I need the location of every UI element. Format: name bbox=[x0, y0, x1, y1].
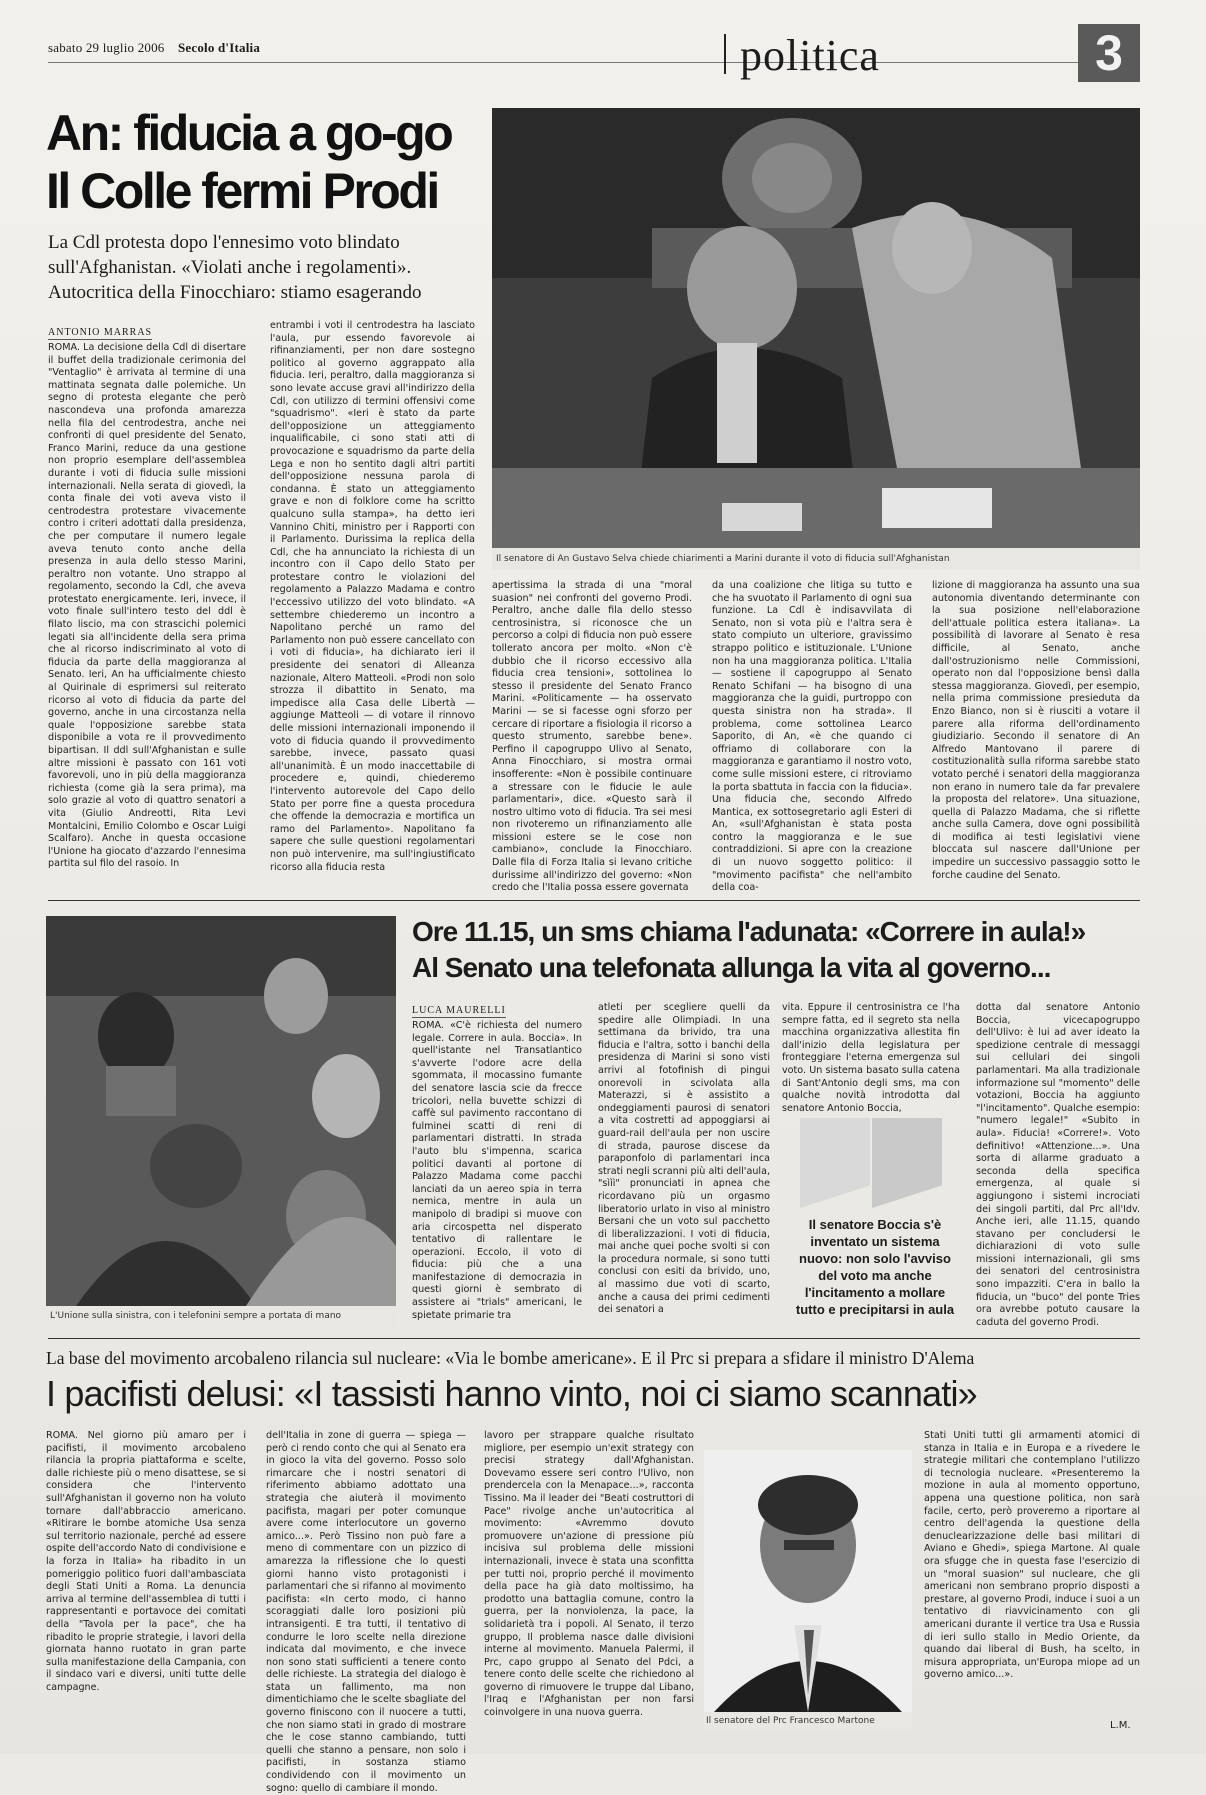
third-column-1: ROMA. Nel giorno più amaro per i pacifisti, il movimento arcobaleno rilancia la propria piattaforma e scelte, dalle richieste più o meno disattese, se si considera che l'intervento sull'Afghanistan il governo non ha voluto tornare dall'abbraccio americano. «Ritirare le bombe atomiche Usa senza sul territorio nazionale, perché ad essere ospite dell'accordo Nato di condivisione e la forza in Italia» ha ribadito in un pomeriggio politico fuori dall'ambasciata degli Stati Uniti a Roma. La denuncia arriva al termine dell'assemblea di tutti i rappresentanti e portavoce dei comitati della "Tavola per la pace", che ha ribadito le proprie strategie, i lavori della giornata hanno ruotato in gran parte sulla manifestazione della Campania, con il sindaco vari e diversi, uniti tutte delle campagne. bbox=[46, 1430, 246, 1693]
second-column-2: atleti per scegliere quelli da spedire alle Olimpiadi. In una settimana da brivido, tra una fiducia e l'altra, sotto i banchi della presidenza di Marini si sono visti arrivi al fotofinish di pingui onorevoli in scivolata alla Materazzi, si è assistito a ondeggiamenti paurosi di senatori a vita costretti ad appoggiarsi ai guard-rail dell'aula per non uscire di strada, paurose discese da paraponfolo di parlamentari inca strati negli scranni più alti dell'aula, "sììì" pronunciati in apnea che ricordavano più un orgasmo liberatorio urlato in viso al ministro Bersani che un voto sul pacchetto di liberalizzazioni. I voti di fiducia, mai anche quei poche svolti si con la procedura normale, si sono tutti conclusi con esiti da brivido, uno, al massimo due voti di scarto, anche a causa dei primi cedimenti dei senatori a bbox=[598, 1002, 770, 1316]
lead-headline-line1: An: fiducia a go-go bbox=[46, 105, 452, 161]
lead-column-2: entrambi i voti il centrodestra ha lasciato l'aula, pur essendo favorevole ai rifinanziamenti, per non dare sostegno politico al governo aggrappato alla fiducia. Ieri, peraltro, dalla maggioranza si sono levate accuse gravi all'indirizzo della Cdl, con utilizzo di termini offensivi come "squadrismo". «Ieri è stato da parte dell'opposizione un atteggiamento inqualificabile, ci sono stati atti di provocazione e squadrismo da parte della Lega e non ho sentito dagli altri partiti dell'opposizione nessuna parola di condanna. È stato un atteggiamento grave e non di folklore come ha scritto qualcuno sulla stampa», ha detto ieri Vannino Chiti, ministro per i Rapporti con il Parlamento. Durissima la replica della Cdl, che ha annunciato la richiesta di un incontro con il Capo dello Stato per protestare contro le violazioni del regolamento a Palazzo Madama e contro l'eccessivo utilizzo del voto blindato. «A settembre chiederemo un incontro a Napolitano perché un ramo del Parlamento non può essere cancellato con i voti di fiducia», ha dichiarato ieri il presidente dei senatori di Alleanza nazionale, Altero Matteoli. «Prodi non solo strozza il dibattito in Senato, ma impedisce alla Casa delle Libertà — aggiunge Matteoli — di votare il rinnovo delle missioni internazionali imponendo il voto di fiducia quando il provvedimento sarebbe, invece, passato quasi all'unanimità. È un modo inaccettabile di procedere e, quindi, chiederemo l'intervento autorevole del Capo dello Stato per porre fine a questa procedura che offende la democrazia e mortifica un ramo del Parlamento». Napolitano fa sapere che sulle questioni regolamentari non può intervenire, ma sull'ingiustificato ricorso alla fiducia resta bbox=[270, 320, 475, 873]
third-column-2: dell'Italia in zone di guerra — spiega — però ci rendo conto che qui al Senato era in gioco la vita del governo. Posso solo rimarcare che i nostri senatori di riferimento abbiamo adottato una strategia che aiuterà il movimento pacifista, magari per poter comunque avere come interlocutore un governo amico...». Però Tissino non può fare a meno di commentare con un pizzico di amarezza la riflessione che lo questi giorni hanno visto protagonisti i parlamentari che si rifanno al movimento pacifista: «In certo modo, ci hanno scoraggiati dalle loro posizioni più intransigenti. E tra tutti, il tentativo di condurre le loro scelte nella direzione indicata dal movimento, e che invece non sono stati sufficienti a tenere conto delle richieste. La strategia del dialogo è stata un fallimento, ma non dimentichiamo che le scelte sbagliate del governo finiscono con il nuocere a tutti, che non siamo stati in grado di mostrare che le cose stanno cambiando, tutti quelli che stanno a pensare, non solo i pacifisti, in sostanza stiamo condividendo con il movimento un sogno: quello di cambiare il mondo. bbox=[266, 1430, 466, 1794]
lead-subheadline-line1: La Cdl protesta dopo l'ennesimo voto blindato bbox=[48, 232, 400, 253]
lead-column-3: apertissima la strada di una "moral suasion" nei confronti del governo Prodi. Peraltro, anche dalle fila dello stesso centrosinistra, si riconosce che un percorso a colpi di fiducia non può essere tollerato ancora per molto. «Non c'è dubbio che il ricorso eccessivo alla fiducia crea tensioni», sottolinea lo stesso il presidente del Senato Franco Marini. «Politicamente — ha osservato Marini — se si facesse ogni sforzo per cercare di riportare a fisiologia il ricorso a questo strumento, sarebbe bene». Perfino il capogruppo Ulivo al Senato, Anna Finocchiaro, si mostra ormai insofferente: «Non è possibile continuare a stressare con le fiducie le aule parlamentari», dice. «Questo sarà il nostro ultimo voto di fiducia. Tra sei mesi non rivoteremo un rifinanziamento alle missioni estere se le cose non cambiano», conclude la Finocchiaro. Dalle fila di Forza Italia si levano critiche durissime all'indirizzo del governo: «Non credo che l'Italia possa essere governata bbox=[492, 580, 692, 894]
third-headline: I pacifisti delusi: «I tassisti hanno vinto, noi ci siamo scannati» bbox=[46, 1373, 977, 1414]
pull-quote: Il senatore Boccia s'è inventato un sistema nuovo: non solo l'avviso del voto ma anche l'incitamento a mollare tutto e precipitarsi in aula bbox=[795, 1217, 955, 1317]
article-end-mark: L.M. bbox=[1110, 1720, 1131, 1731]
second-column-4: dotta dal senatore Antonio Boccia, vicecapogruppo dell'Ulivo: è lui ad aver ideato la spedizione centrale di messaggi sui cellulari dei singoli parlamentari. Ma alla tradizionale informazione sul "momento" delle votazioni, Boccia ha aggiunto "l'incitamento". Qualche esempio: "numero legale!" «Subito in aula». Fiducia! «Correre!». Voto definitivo! «Attenzione...». Una sorta di allarme graduato a seconda della specifica emergenza, al quale si aggiungono i sistemi incrociati dei singoli partiti, dal Prc all'Idv. Anche ieri, alle 11.15, quando stavano per concludersi le dichiarazioni di voto sulle missioni internazionali, gli sms dei senatori del centrosinistra sono impazziti. C'era in ballo la fiducia, un "buco" del ponte Tries ora avrebbe potuto causare la caduta del governo Prodi. bbox=[976, 1002, 1141, 1328]
second-photo-caption: L'Unione sulla sinistra, con i telefonini sempre a portata di mano bbox=[46, 1306, 396, 1328]
lead-subheadline-line3: Autocritica della Finocchiaro: stiamo esagerando bbox=[48, 282, 422, 303]
second-column-1: ROMA. «C'è richiesta del numero legale. Correre in aula. Boccia». In quell'istante nel Transatlantico s'avverte l'odore acre della sgommata, il mocassino fumante del senatore lascia scie da frecce tricolori, nella buvette schizzi di caffè sul pavimento raccontano di fulminei scatti di reni di parlamentari distratti. In strada l'auto blu s'impenna, scarica politici davanti al portone di Palazzo Madama come pacchi lanciati da un aereo spia in terra nemica, mentre in aula un manipolo di bradipi si muove con aria circospetta nel disperato tentativo di rallentare le operazioni. Eccolo, il voto di fiducia: più che a una manifestazione di democrazia in questi giorni è sembrato di assistere ai "trials" americani, le spietate primarie tra bbox=[412, 1020, 582, 1321]
second-headline-line1: Ore 11.15, un sms chiama l'adunata: «Correre in aula!» bbox=[412, 916, 1086, 947]
lead-subheadline-line2: sull'Afghanistan. «Violati anche i regolamenti». bbox=[48, 257, 412, 278]
third-photo-caption: Il senatore del Prc Francesco Martone bbox=[706, 1716, 875, 1726]
third-column-3: lavoro per strappare qualche risultato migliore, per esempio un'exit strategy con precisi strategy dall'Afghanistan. Dovevamo essere seri contro l'Ulivo, non prendercela con la Menapace...», racconta Tissino. Ma il leader dei "Beati costruttori di Pace" rivolge anche un'autocritica al movimento: «Avremmo dovuto promuovere un'azione di pressione più incisiva sul problema delle missioni internazionali, invece è stata una sconfitta per tutti noi, proprio perché il movimento della pace ha già dato moltissimo, ha prodotto una battaglia comune, contro la guerra, per la nonviolenza, la pace, la solidarietà tra i popoli. Al Senato, il terzo gruppo, Il problema nasce dalle divisioni interne al movimento. Manuela Palermi, il Prc, capo gruppo al Senato del Pdci, a tenere conto delle scelte che richiedono al governo di rimuovere le truppe dal Libano, l'Iraq e l'Afghanistan per non farsi coinvolgere in una nuova guerra. bbox=[484, 1430, 694, 1719]
lead-column-5: lizione di maggioranza ha assunto una sua autonomia diventando determinante con la sua posizione nell'elaborazione dell'attuale politica estera italiana». La possibilità di lavorare al Senato è resa difficile, al Senato, anche dall'ostruzionismo nelle Commissioni, operato non dal l'opposizione bensì dalla stessa maggioranza. Giovedì, per esempio, nella prima commissione presieduta da Enzo Bianco, non si è riusciti a votare il parere alla riforma dell'ordinamento giudiziario. Secondo il senatore di An Alfredo Mantovano il parere di costituzionalità sulla riforma sarebbe stato votato perché i senatori della maggioranza non erano in numero tale da far prevalere la proposta del relatore». Una situazione, quella di Palazzo Madama, che si riflette anche sulla Camera, dove ogni possibilità di modifica ai testi legislativi viene bloccata sul nascere dall'Unione per impedire un successivo passaggio sotto le forche caudine del Senato. bbox=[932, 580, 1140, 881]
section-separator-1 bbox=[48, 900, 1140, 901]
quote-mark-right-icon bbox=[872, 1118, 942, 1208]
lead-headline-line2: Il Colle fermi Prodi bbox=[46, 163, 438, 219]
second-photo bbox=[46, 916, 396, 1328]
page-number: 3 bbox=[1078, 24, 1140, 82]
lead-photo-caption: Il senatore di An Gustavo Selva chiede chiarimenti a Marini durante il voto di fiducia sull'Afghanistan bbox=[492, 548, 1140, 570]
senate-photo-illustration bbox=[492, 108, 1140, 548]
portrait-photo-illustration bbox=[704, 1450, 912, 1712]
section-title: politica bbox=[740, 31, 880, 80]
lead-column-1: ROMA. La decisione della Cdl di disertare il buffet della tradizionale cerimonia del "Ventaglio" è arrivata al termine di una mattinata segnata dalle polemiche. Un segno di protesta elegante che però nascondeva una profonda amarezza nella fila del centrodestra, anche nei confronti di quel presidente del Senato, Franco Marini, reduce da una gestione non proprio esemplare dell'assemblea durante i voti di fiducia sulle missioni internazionali. Nella serata di giovedì, la conta finale dei voti aveva visto il centrodestra protestare vivacemente contro i criteri adottati dalla presidenza, che per computare il numero legale aveva tenuto conto anche della presenza in aula dello stesso Marini, peraltro non votante. Uno strappo al regolamento, secondo la Cdl, che aveva protestato energicamente. Ieri, invece, il voto finale sull'intero testo del ddl è filato liscio, ma con strascichi polemici legati sia all'incidente della sera prima che al ricorso indiscriminato al voto di fiducia da parte della maggioranza al Senato. Ieri, An ha ufficialmente chiesto al Quirinale di esprimersi sul reiterato ricorso al voto di fiducia da parte del governo, anche in una circostanza nella quale l'opposizione sarebbe stata disponibile a vota re il provvedimento bipartisan. Il ddl sull'Afghanistan e sulle altre missioni è passato con 161 voti favorevoli, uno in più della maggioranza richiesta (come già la sera prima), ma solo grazie al voto di quattro senatori a vita (Giulio Andreotti, Rita Levi Montalcini, Emilio Colombo e Oscar Luigi Scalfaro). Anche in questa occasione l'Unione ha giocato d'azzardo l'ennesima partita sul filo del rasoio. In bbox=[48, 342, 246, 870]
third-kicker: La base del movimento arcobaleno rilancia sul nucleare: «Via le bombe americane». E il Prc si prepara a sfidare il ministro D'Alema bbox=[46, 1348, 975, 1368]
newspaper-name: Secolo d'Italia bbox=[177, 40, 261, 55]
senators-photo-illustration bbox=[46, 916, 396, 1306]
quote-mark-left-icon bbox=[800, 1118, 870, 1208]
third-column-4: Stati Uniti tutti gli armamenti atomici di stanza in Italia e in Europa e a rivedere le strategie militari che contemplano l'utilizzo di tecnologia nucleare. «Presenteremo la mozione in aula al momento opportuno, appena una questione politica, non sarà facile, certo, però proveremo a riportare al centro dell'agenda la questione della denuclearizzazione delle basi militari di Aviano e Ghedi», spiega Martone. Al quale ora sfugge che in questa fase l'esercizio di un "moral suasion" sul nucleare, che gli americani non sembrano proprio disposti a prestare, al governo Prodi, induce i suoi a un tentativo di riavvicinamento con gli americani durante il vertice tra Usa e Russia di ieri sullo stallo in Medio Oriente, da quando dai liberal di Bush, ha scelto, in misura appropriata, un'Europa miope ad un governo amico...». bbox=[924, 1430, 1140, 1681]
lead-photo bbox=[492, 108, 1140, 570]
third-photo bbox=[704, 1450, 912, 1730]
masthead-rule bbox=[48, 62, 1138, 63]
second-headline bbox=[412, 914, 1152, 986]
masthead-dateline bbox=[48, 40, 260, 56]
section-separator-2 bbox=[48, 1338, 1140, 1339]
second-headline-line2: Al Senato una telefonata allunga la vita al governo... bbox=[412, 952, 1051, 983]
lead-subheadline bbox=[48, 230, 488, 305]
lead-column-4: da una coalizione che litiga su tutto e che ha svuotato il Parlamento di ogni sua funzione. La Cdl è indisavvilata di Senato, non si vota più e l'altra sera è stato compiuto un ulteriore, gravissimo strappo politico e istituzionale. L'Unione non ha una maggioranza politica. L'Italia — sostiene il capogruppo al Senato Renato Schifani — ha bisogno di una maggioranza che la guidi, purtroppo con questa sinistra non ha strada». Il problema, come sottolinea Learco Saporito, di An, «è che quando ci offriamo di collaborare con la maggioranza e garantiamo il nostro voto, come sulle missioni estere, ci ritroviamo la porta sbattuta in faccia con la fiducia». Una fiducia che, secondo Alfredo Mantica, ex sottosegretario agli Esteri di An, «sull'Afghanistan è stata posta contro la maggioranza e le sue contraddizioni. Si apre con la creazione di un nuovo soggetto politico: il "movimento pacifista" che nell'ambito della coa- bbox=[712, 580, 912, 894]
lead-headline bbox=[46, 104, 486, 220]
second-column-3: vita. Eppure il centrosinistra ce l'ha sempre fatta, ed il segreto sta nella macchina organizzativa allestita fin dall'inizio della legislatura per fronteggiare l'eterna emergenza sul voto. Un sistema basato sulla catena di Sant'Antonio degli sms, ma con qualche novità introdotta dal senatore Antonio Boccia, bbox=[782, 1002, 960, 1114]
second-byline: LUCA MAURELLI bbox=[412, 1005, 506, 1016]
lead-byline: ANTONIO MARRAS bbox=[48, 327, 153, 338]
section-divider bbox=[724, 34, 726, 74]
issue-date: sabato 29 luglio 2006 bbox=[48, 40, 165, 55]
